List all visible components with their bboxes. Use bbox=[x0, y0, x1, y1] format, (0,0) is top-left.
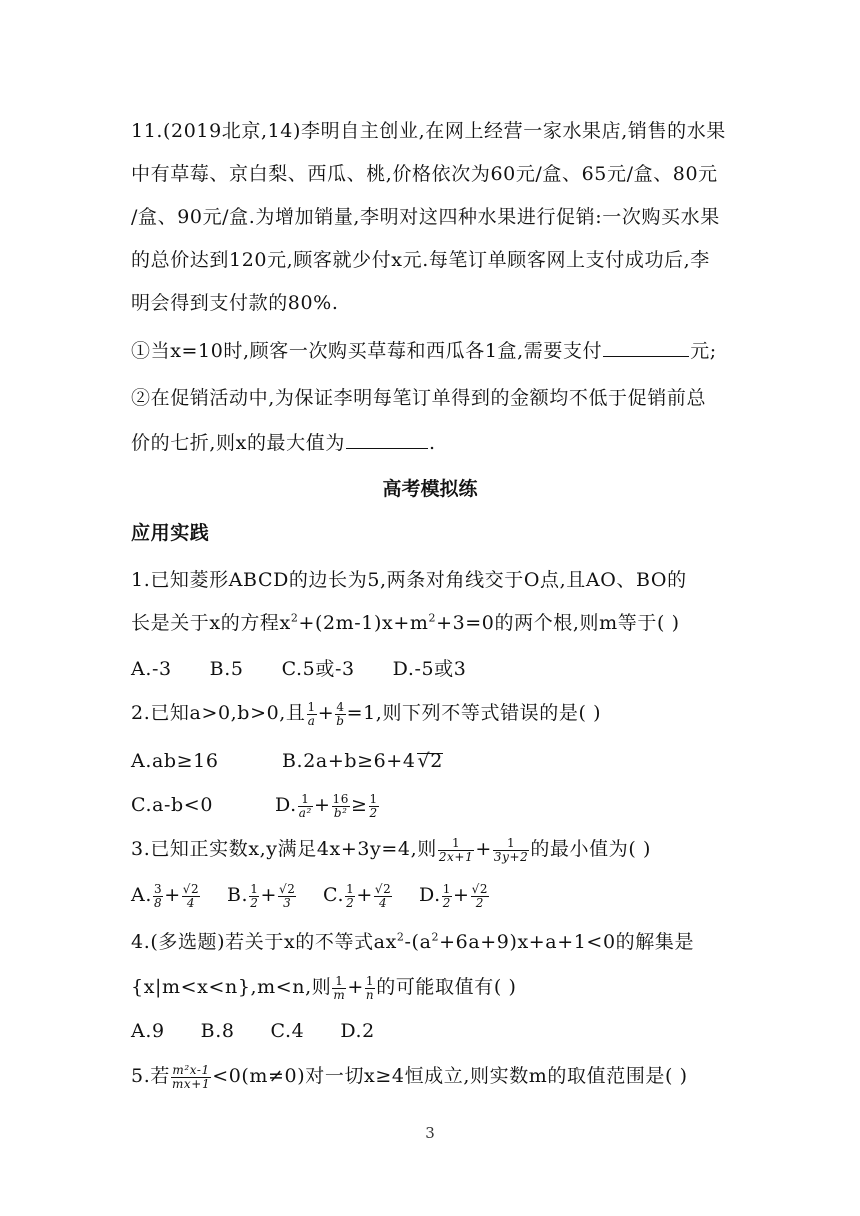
q4-text-b: -(a bbox=[404, 931, 432, 953]
question4-options bbox=[131, 1018, 375, 1044]
q4-fraction-1: $\frac{1}{m}$ bbox=[333, 973, 346, 1002]
q4-option-b[interactable]: B.8 bbox=[200, 1020, 235, 1042]
subq1-text: ①当x=10时,顾客一次购买草莓和西瓜各1盒,需要支付 bbox=[131, 340, 603, 362]
problem11-line1: 11.(2019北京,14)李明自主创业,在网上经营一家水果店,销售的水果 bbox=[131, 120, 726, 142]
question2-options-ab bbox=[131, 748, 443, 774]
problem11-subquestion2-line1: ②在促销活动中,为保证李明每笔订单得到的金额均不低于促销前总 bbox=[131, 387, 707, 409]
q2-fraction-2: $\frac{4}{b}$ bbox=[336, 699, 345, 728]
q3-text-b: 的最小值为( ) bbox=[530, 838, 652, 860]
q4-text-e: 的可能取值有( ) bbox=[376, 976, 517, 998]
q3-option-b[interactable]: B. $\frac{1}{2}$ + $\frac{√2}{3}$ bbox=[227, 881, 296, 910]
question1-options bbox=[131, 656, 466, 682]
question4-line1: 4.(多选题)若关于x的不等式$ax^2-(a^2+6a+9)x+a+1<0$的解集是 bbox=[131, 930, 695, 953]
answer-blank-2[interactable] bbox=[346, 430, 428, 449]
q4-option-a[interactable]: A.9 bbox=[131, 1020, 165, 1042]
problem11-line3: /盒、90元/盒.为增加销量,李明对这四种水果进行促销:一次购买水果 bbox=[131, 206, 720, 228]
q4-text-a: 4.(多选题)若关于x的不等式ax bbox=[131, 931, 397, 953]
subq1-unit: 元; bbox=[690, 340, 717, 362]
problem11-line2: 中有草莓、京白梨、西瓜、桃,价格依次为60元/盒、65元/盒、80元 bbox=[131, 163, 718, 185]
q1-text-c: +3=0的两个根,则m等于( ) bbox=[436, 612, 680, 634]
q4-option-d[interactable]: D.2 bbox=[340, 1020, 375, 1042]
subsection-title: 应用实践 bbox=[131, 522, 210, 544]
q2-fraction-1: $\frac{1}{a}$ bbox=[307, 699, 316, 728]
q3-fraction-1: $\frac{1}{2x+1}$ bbox=[438, 835, 474, 864]
question4-line2: {x|m<x<n},m<n,则 $\frac{1}{m}$ + $\frac{1}{n}$ 的可能取值有( ) bbox=[131, 973, 517, 1002]
q1-text-b: +(2m-1)x+m bbox=[298, 612, 429, 634]
q5-text-a: 5.若 bbox=[131, 1065, 170, 1087]
q2-option-a[interactable]: A.ab≥16 bbox=[131, 750, 219, 772]
q2-option-b[interactable]: B.2a+b≥6+4 √2 bbox=[282, 750, 443, 772]
question3-options bbox=[131, 882, 490, 910]
q4-text-c: +6a+9)x+a+1<0的解集是 bbox=[439, 931, 695, 953]
q4-fraction-2: $\frac{1}{n}$ bbox=[365, 973, 375, 1002]
answer-blank-1[interactable] bbox=[603, 338, 689, 357]
q1-text-a: 长是关于x的方程x bbox=[131, 612, 291, 634]
question2-options-cd bbox=[131, 792, 380, 820]
q3-fraction-2: $\frac{1}{3y+2}$ bbox=[493, 835, 529, 864]
question1-line1: 1.已知菱形ABCD的边长为5,两条对角线交于O点,且AO、BO的 bbox=[131, 569, 687, 591]
q3-option-d[interactable]: D. $\frac{1}{2}$ + $\frac{√2}{2}$ bbox=[419, 881, 489, 910]
q4-text-d: {x|m<x<n},m<n,则 bbox=[131, 976, 332, 998]
q1-option-c[interactable]: C.5或-3 bbox=[281, 658, 355, 680]
q5-fraction: $\frac{\text{m²x-1}}{mx+1}$ bbox=[171, 1062, 211, 1091]
q3-text-a: 3.已知正实数x,y满足4x+3y=4,则 bbox=[131, 838, 437, 860]
problem11-line4: 的总价达到120元,顾客就少付x元.每笔订单顾客网上支付成功后,李 bbox=[131, 249, 710, 271]
q3-option-a[interactable]: A. $\frac{3}{8}$ + $\frac{√2}{4}$ bbox=[131, 881, 200, 910]
section-title: 高考模拟练 bbox=[382, 478, 478, 500]
question5-stem bbox=[131, 1063, 688, 1091]
page-number: 3 bbox=[425, 1124, 435, 1142]
q3-option-c[interactable]: C. $\frac{1}{2}$ + $\frac{√2}{4}$ bbox=[323, 881, 392, 910]
q2-option-d[interactable]: D. $\frac{1}{\text{a²}}$ + $\frac{16}{\text{b²}}$ ≥ $\frac{1}{2}$ bbox=[275, 791, 378, 820]
problem11-line5: 明会得到支付款的80%. bbox=[131, 292, 339, 314]
question1-line2: 长是关于x的方程$x^2+(2m-1)x+m^2+3=0$的两个根,则m等于( ) bbox=[131, 611, 680, 634]
q2-option-c[interactable]: C.a-b<0 bbox=[131, 794, 214, 816]
q5-text-b: <0(m≠0)对一切x≥4恒成立,则实数m的取值范围是( ) bbox=[212, 1065, 688, 1087]
problem11-subquestion2-line2 bbox=[131, 430, 436, 456]
q1-option-b[interactable]: B.5 bbox=[209, 658, 244, 680]
q1-option-d[interactable]: D.-5或3 bbox=[392, 658, 467, 680]
question3-stem: 3.已知正实数x,y满足4x+3y=4,则 $\frac{1}{2x+1}$ + $\frac{1}{3y+2}$ 的最小值为( ) bbox=[131, 835, 652, 864]
subq2-text: 价的七折,则x的最大值为 bbox=[131, 432, 345, 454]
sqrt-symbol: √2 bbox=[417, 750, 443, 772]
q2-text-b: =1,则下列不等式错误的是( ) bbox=[346, 702, 602, 724]
q1-option-a[interactable]: A.-3 bbox=[131, 658, 172, 680]
question2-stem: 2.已知a>0,b>0,且 $\frac{1}{a}$ + $\frac{4}{b}$ =1,则下列不等式错误的是( ) bbox=[131, 699, 602, 728]
q4-option-c[interactable]: C.4 bbox=[270, 1020, 305, 1042]
subq2-period: . bbox=[428, 432, 436, 454]
q2-text-a: 2.已知a>0,b>0,且 bbox=[131, 702, 306, 724]
problem11-subquestion1 bbox=[131, 338, 717, 364]
